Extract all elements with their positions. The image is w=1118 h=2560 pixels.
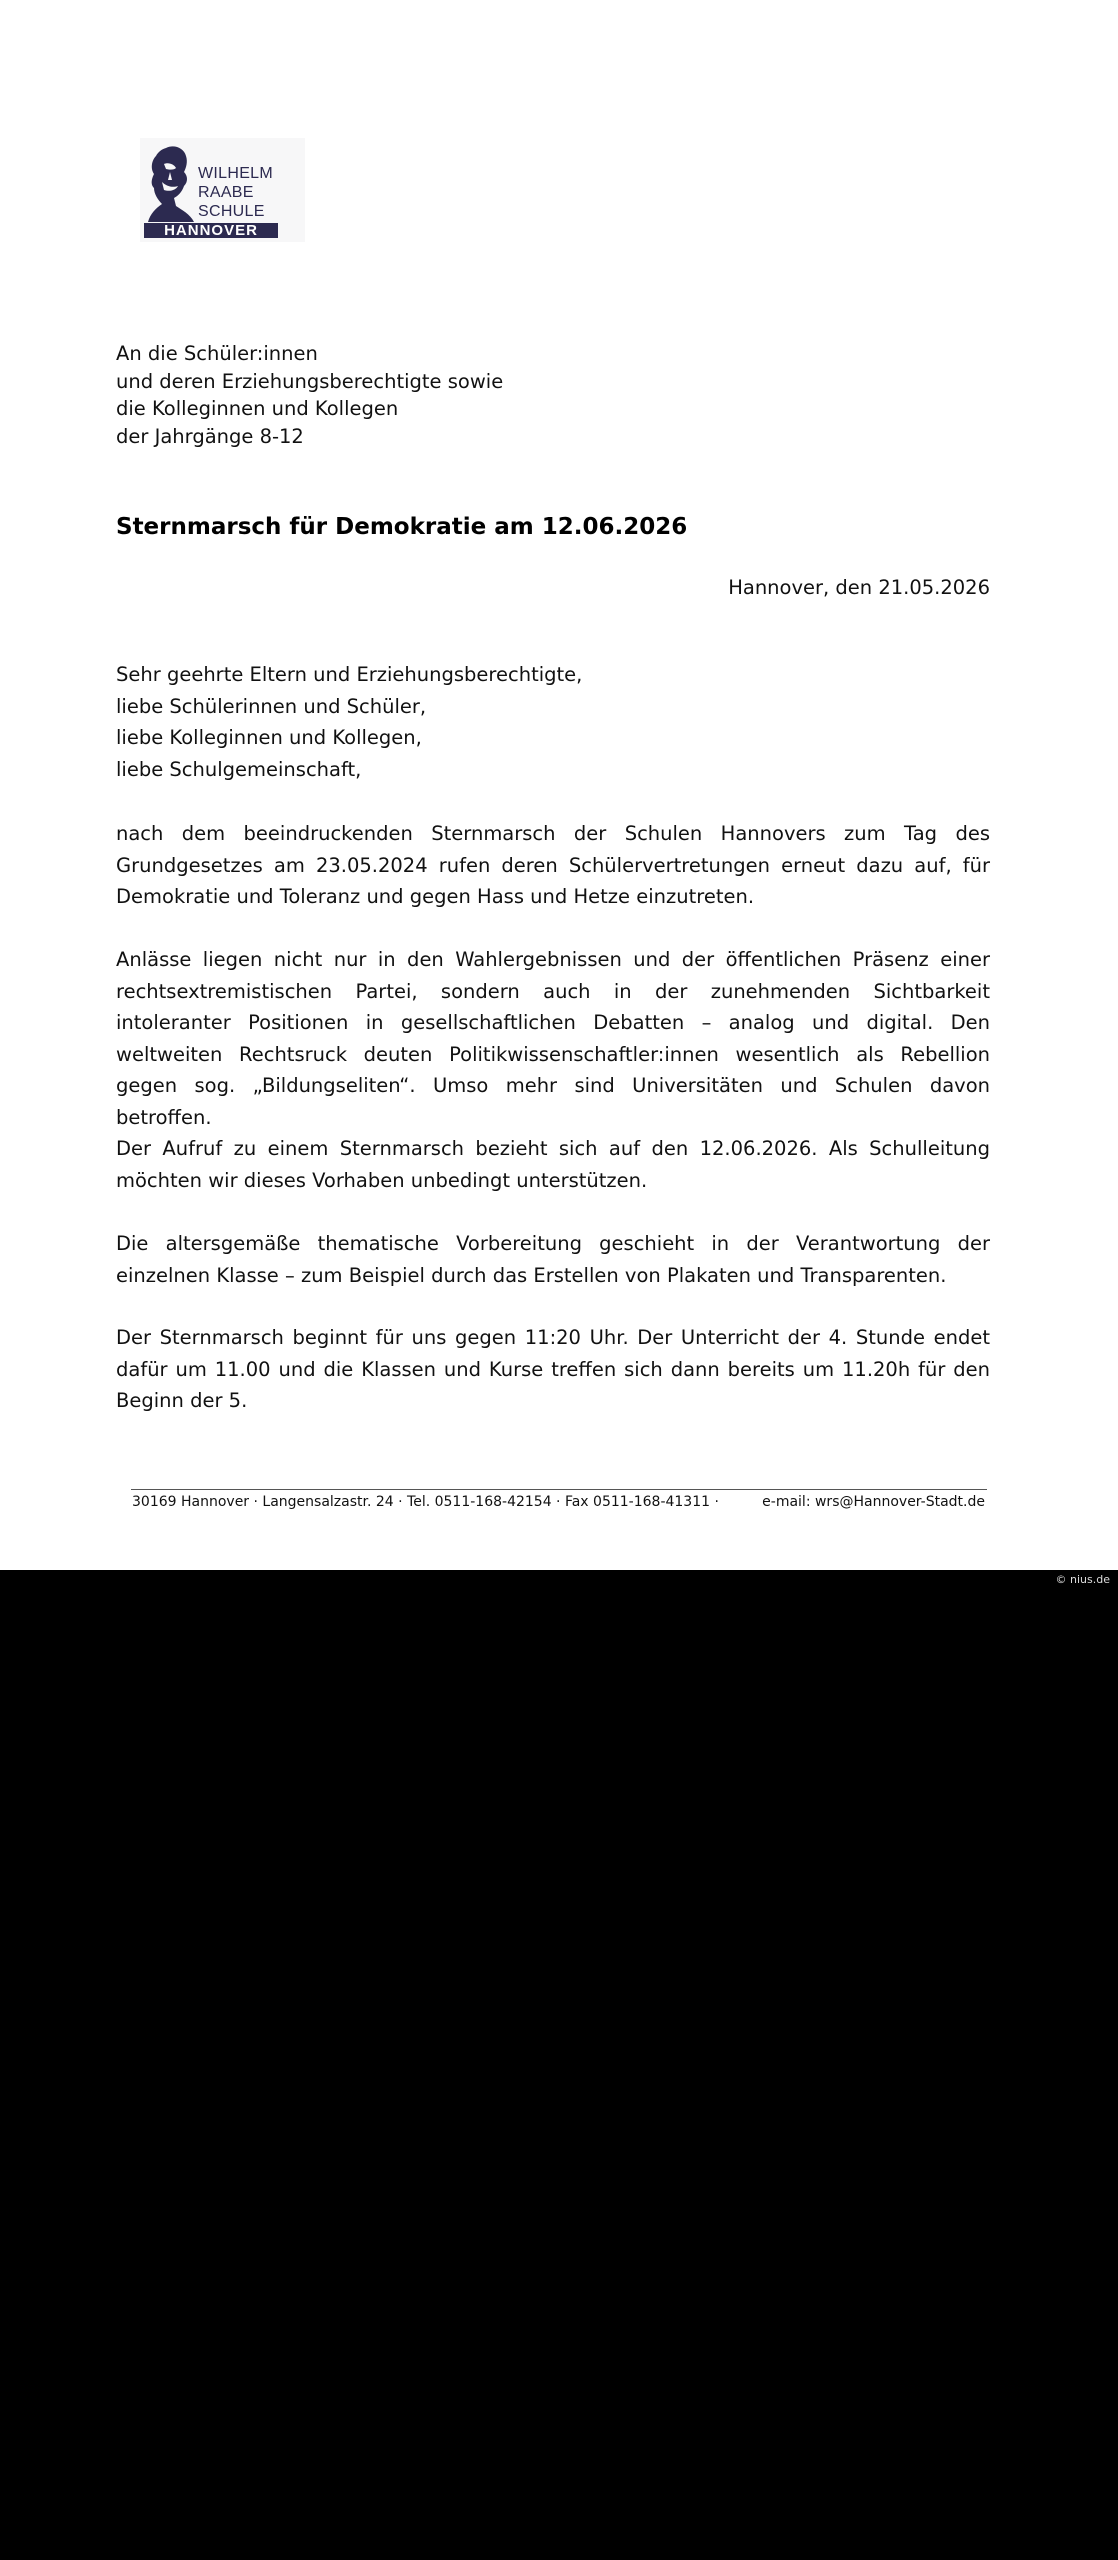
logo-city-bar: HANNOVER	[144, 223, 278, 238]
footer-contact: 30169 Hannover · Langensalzastr. 24 · Tel. 0511-168-42154 · Fax 0511-168-41311 ·	[132, 1494, 719, 1510]
logo-line-schule: SCHULE	[198, 203, 265, 220]
body-paragraph: Die altersgemäße thematische Vorbereitung geschieht in der Verantwortung der einzelnen Klasse – zum Beispiel durch das Erstellen von Plakaten und Transparenten.	[116, 1232, 990, 1287]
logo-wordmark	[198, 164, 273, 221]
body-paragraph: Der Aufruf zu einem Sternmarsch bezieht sich auf den 12.06.2026. Als Schulleitung möchten wir dieses Vorhaben unbedingt unterstützen.	[116, 1137, 990, 1192]
recipient-address	[116, 340, 503, 450]
letter-date: Hannover, den 21.05.2026	[728, 576, 990, 599]
salutation-line: liebe Kolleginnen und Kollegen,	[116, 726, 422, 749]
salutation	[116, 659, 582, 785]
address-line: und deren Erziehungsberechtigte sowie	[116, 369, 504, 393]
footer-email: e-mail: wrs@Hannover-Stadt.de	[762, 1494, 985, 1510]
body-paragraph: Der Sternmarsch beginnt für uns gegen 11:20 Uhr. Der Unterricht der 4. Stunde endet dafür um 11.00 und die Klassen und Kurse treffen sich dann bereits um 11.20h für den Beginn der 5.	[116, 1326, 990, 1412]
portrait-silhouette-icon	[144, 142, 196, 222]
letter-subject: Sternmarsch für Demokratie am 12.06.2026	[116, 514, 688, 540]
school-logo	[140, 138, 305, 242]
copyright-notice: © nius.de	[1055, 1573, 1110, 1586]
body-paragraph: nach dem beeindruckenden Sternmarsch der Schulen Hannovers zum Tag des Grundgesetzes am 23.05.2024 rufen deren Schülervertretungen erneut dazu auf, für Demokratie und Toleranz und gegen Hass und Hetze einzutreten.	[116, 822, 990, 908]
body-paragraph: Anlässe liegen nicht nur in den Wahlergebnissen und der öffentlichen Präsenz einer rechtsextremistischen Partei, sondern auch in der zunehmenden Sichtbarkeit intoleranter Positionen in gesellschaftlichen Debatten – analog und digital. Den weltweiten Rechtsruck deuten Politikwissenschaftler:innen wesentlich als Rebellion gegen sog. „Bildungseliten“. Umso mehr sind Universitäten und Schulen davon betroffen.	[116, 948, 990, 1129]
salutation-line: liebe Schulgemeinschaft,	[116, 757, 362, 781]
address-line: die Kolleginnen und Kollegen	[116, 397, 399, 420]
address-line: der Jahrgänge 8-12	[116, 424, 304, 448]
logo-line-raabe: RAABE	[198, 184, 254, 201]
salutation-line: liebe Schülerinnen und Schüler,	[116, 694, 427, 718]
footer-divider	[131, 1489, 987, 1490]
address-line: An die Schüler:innen	[116, 342, 318, 365]
salutation-line: Sehr geehrte Eltern und Erziehungsberechtigte,	[116, 663, 583, 686]
logo-line-wilhelm: WILHELM	[198, 165, 273, 182]
